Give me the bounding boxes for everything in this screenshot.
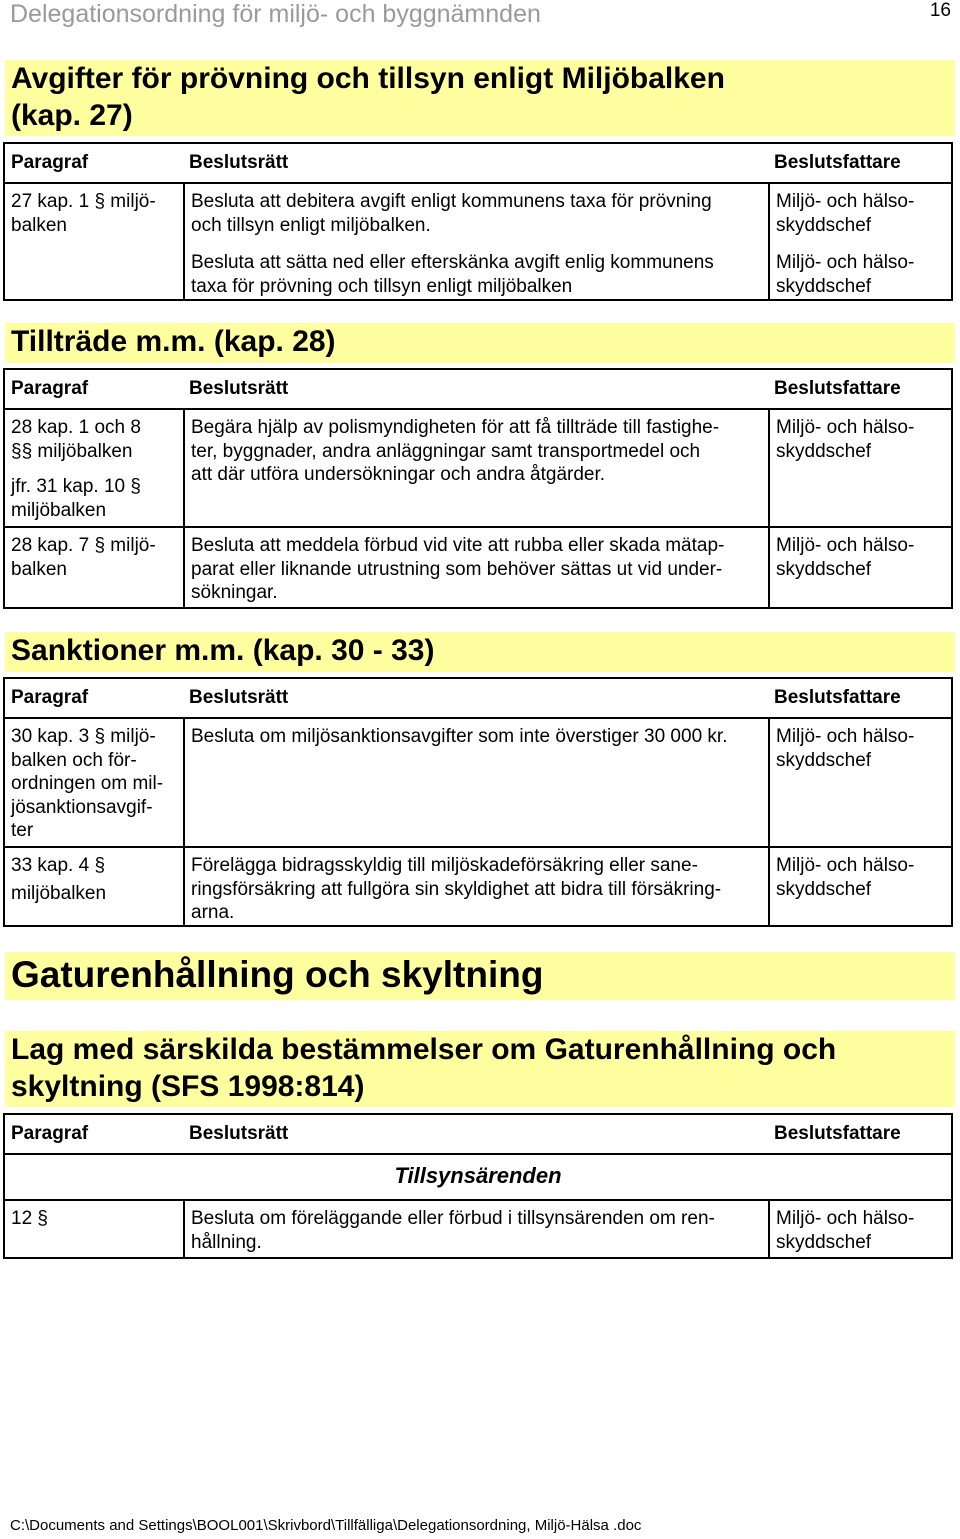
text-line: skyddschef (776, 749, 872, 771)
text-line: ter, byggnader, andra anläggningar samt transportmedel och (191, 440, 701, 462)
heading-line: Sanktioner m.m. (kap. 30 - 33) (11, 634, 435, 667)
column-header-beslutsratt: Beslutsrätt (189, 152, 289, 173)
table-header-row (5, 370, 951, 408)
text-line: skyddschef (776, 275, 872, 297)
paragraf-cell (5, 719, 183, 846)
text-line: Besluta om föreläggande eller förbud i tillsynsärenden om ren- (191, 1208, 715, 1229)
text-line: arna. (191, 902, 235, 923)
paragraf-line: ordningen om mil- (11, 773, 164, 794)
paragraf-line: 30 kap. 3 § miljö- (11, 726, 156, 747)
beslutsfattare-cell (768, 410, 951, 526)
paragraf-line: jösanktionsavgif- (11, 796, 153, 818)
paragraf-cell (5, 528, 183, 607)
paragraf-cell (5, 848, 183, 925)
table-row (5, 526, 951, 607)
paragraf-line: jfr. 31 kap. 10 § (11, 476, 141, 497)
text-line: Miljö- och hälso- (776, 191, 915, 212)
paragraf-line: 27 kap. 1 § miljö- (11, 191, 156, 212)
paragraf-line: 28 kap. 1 och 8 (11, 417, 141, 438)
heading-line: skyltning (SFS 1998:814) (11, 1070, 365, 1103)
beslut-text (191, 251, 762, 298)
section-heading-sanktioner (5, 632, 955, 672)
beslutsfattare (776, 251, 945, 298)
text-line: hållning. (191, 1231, 262, 1253)
text-line: Miljö- och hälso- (776, 726, 915, 747)
section-heading-avgifter (5, 60, 955, 136)
heading-line: (kap. 27) (11, 99, 133, 132)
text-line: taxa för prövning och tillsyn enligt miljöbalken (191, 275, 573, 297)
table-row (5, 717, 951, 846)
heading-line: Avgifter för prövning och tillsyn enligt Miljöbalken (11, 62, 725, 95)
page-header (10, 0, 955, 30)
paragraf-line: 28 kap. 7 § miljö- (11, 535, 156, 556)
text-line: Miljö- och hälso- (776, 252, 915, 273)
beslutsfattare-cell (768, 848, 951, 925)
column-header-paragraf: Paragraf (11, 687, 89, 708)
paragraf-cell (5, 184, 183, 299)
beslutsratt-cell (183, 528, 768, 607)
beslutsfattare-cell (768, 528, 951, 607)
beslutsratt-cell (183, 719, 768, 846)
footer-file-path: C:\Documents and Settings\BOOL001\Skrivbord\Tillfälliga\Delegationsordning, Miljö-Hälsa .doc (10, 1517, 642, 1534)
text-line: skyddschef (776, 440, 872, 462)
beslutsratt-cell (183, 184, 768, 299)
text-line: skyddschef (776, 214, 872, 236)
column-header-beslutsfattare: Beslutsfattare (774, 152, 901, 173)
section-heading-tilltrade (5, 323, 955, 363)
beslutsratt-cell (183, 410, 768, 526)
group-title: Tillsynsärenden (394, 1163, 562, 1188)
heading-line: Lag med särskilda bestämmelser om Gaturenhållning och (11, 1033, 837, 1066)
paragraf-line: balken (11, 558, 67, 580)
text-line: skyddschef (776, 1231, 872, 1253)
text-line: ringsförsäkring att fullgöra sin skyldighet att bidra till försäkring- (191, 878, 722, 900)
column-header-beslutsratt: Beslutsrätt (189, 378, 289, 399)
beslutsratt-cell (183, 1201, 768, 1257)
table-row (5, 408, 951, 526)
text-line: Besluta att sätta ned eller efterskänka avgift enlig kommunens (191, 252, 714, 273)
column-header-beslutsfattare: Beslutsfattare (774, 378, 901, 399)
text-line: skyddschef (776, 878, 872, 900)
table-header-row (5, 144, 951, 182)
beslutsfattare-cell (768, 1201, 951, 1257)
table-row (5, 846, 951, 925)
column-header-paragraf: Paragraf (11, 1123, 89, 1144)
table-row (5, 1199, 951, 1257)
table-header-row (5, 679, 951, 717)
paragraf-line: miljöbalken (11, 499, 107, 521)
beslutsfattare (776, 190, 945, 237)
paragraf-line: balken och för- (11, 749, 137, 771)
text-line: Miljö- och hälso- (776, 855, 915, 876)
text-line: sökningar. (191, 582, 278, 603)
paragraf-cell (5, 1201, 183, 1257)
text-line: Miljö- och hälso- (776, 417, 915, 438)
chapter-heading-gaturenhallning (5, 952, 955, 1000)
column-header-paragraf: Paragraf (11, 378, 89, 399)
paragraf-line: 12 § (11, 1208, 48, 1229)
section-heading-lag (5, 1031, 955, 1107)
text-line: skyddschef (776, 558, 872, 580)
group-title-row (5, 1153, 951, 1199)
text-line: Miljö- och hälso- (776, 1208, 915, 1229)
heading-line: Gaturenhållning och skyltning (11, 954, 544, 995)
paragraf-line: miljöbalken (11, 882, 107, 904)
text-line: att där utföra undersökningar och andra åtgärder. (191, 464, 606, 485)
beslutsfattare-cell (768, 719, 951, 846)
text-line: Besluta att meddela förbud vid vite att rubba eller skada mätap- (191, 535, 725, 556)
text-line: Miljö- och hälso- (776, 535, 915, 556)
column-header-beslutsfattare: Beslutsfattare (774, 687, 901, 708)
column-header-beslutsratt: Beslutsrätt (189, 687, 289, 708)
text-line: och tillsyn enligt miljöbalken. (191, 214, 431, 236)
column-header-paragraf: Paragraf (11, 152, 89, 173)
table-gaturenhallning (3, 1113, 953, 1259)
column-header-beslutsfattare: Beslutsfattare (774, 1123, 901, 1144)
text-line: Förelägga bidragsskyldig till miljöskadeförsäkring eller sane- (191, 855, 698, 876)
table-tilltrade (3, 368, 953, 609)
table-header-row (5, 1115, 951, 1153)
beslut-text (191, 190, 762, 237)
paragraf-line: balken (11, 214, 67, 236)
document-title: Delegationsordning för miljö- och byggnämnden (10, 0, 541, 28)
table-avgifter (3, 142, 953, 301)
paragraf-line: 33 kap. 4 § (11, 855, 106, 876)
paragraf-line: ter (11, 820, 34, 841)
table-row (5, 182, 951, 299)
paragraf-cell (5, 410, 183, 526)
column-header-beslutsratt: Beslutsrätt (189, 1123, 289, 1144)
text-line: Besluta om miljösanktionsavgifter som inte överstiger 30 000 kr. (191, 726, 728, 747)
text-line: parat eller liknande utrustning som behöver sättas ut vid under- (191, 558, 723, 580)
text-line: Besluta att debitera avgift enligt kommunens taxa för prövning (191, 191, 712, 212)
table-sanktioner (3, 677, 953, 927)
paragraf-line: §§ miljöbalken (11, 440, 133, 462)
beslutsratt-cell (183, 848, 768, 925)
page-number: 16 (929, 0, 951, 21)
text-line: Begära hjälp av polismyndigheten för att få tillträde till fastighe- (191, 417, 720, 438)
heading-line: Tillträde m.m. (kap. 28) (11, 325, 336, 358)
beslutsfattare-cell (768, 184, 951, 299)
